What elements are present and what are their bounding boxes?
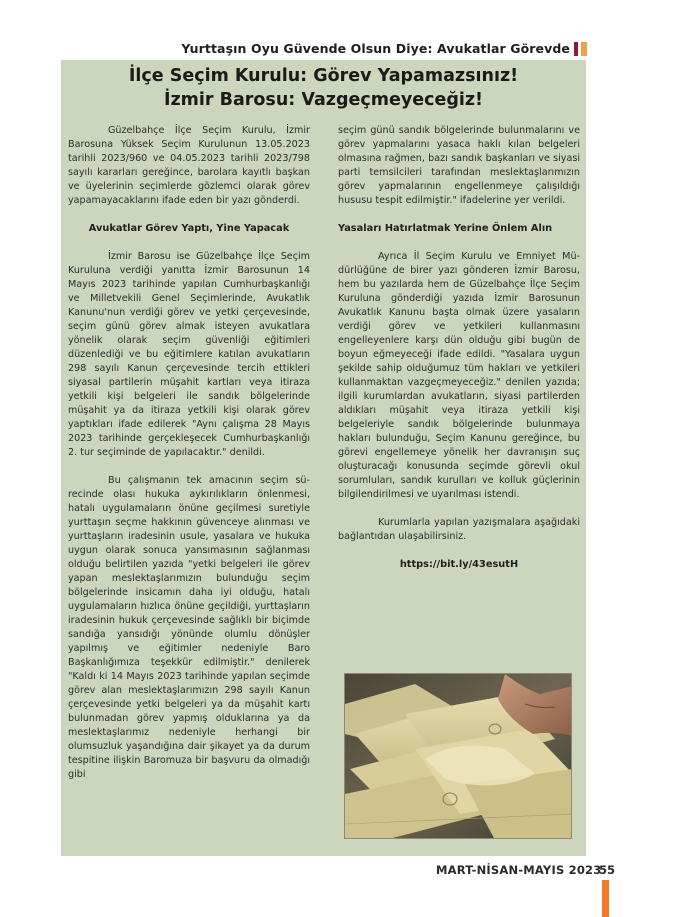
- article-title: [61, 64, 586, 112]
- paragraph: Ayrıca İl Seçim Kurulu ve Emniyet Müdürlüğüne de birer yazı gönderen İzmir Barosu, hem bu yazılarda hem de Güzelbahçe İlçe Seçim Kuruluna gönderdiği yazıda İzmir Barosunun Avukatlık Kanunu başta olmak üzere yasaların verdiği görev ve yetkileri kullanmasını engelleyenlere karşı dün olduğu gibi bugün de boyun eğmeyeceği ifade edildi. "Yasalara uygun şekilde sahip olduğumuz tüm hakları ve yetkileri kullanmaktan vazgeçmeyeceğiz." denilen yazıda; ilgili kurumlardan avukatların, siyasi partilerden aldıkları müşahit veya itiraza yetkili kişi belgeleriyle sandık bölgelerinde bulunmaya hakları bulunduğu, Seçim Kanunu gereğince, bu görevi engellemeye yönelik her davranışın suç oluşturacağı konusunda seçimde görevli okul sorumluları, sandık kurulları ve kolluk güçlerinin bilgilendirilmesi ve uyarılması istendi.: [338, 251, 580, 500]
- page-accent-bar: [602, 880, 609, 917]
- paragraph: Kurumlarla yapılan yazışmalara aşağıdaki bağlantıdan ulaşabilirsiniz.: [338, 517, 580, 542]
- header-accent-bar-orange: [581, 42, 587, 56]
- paragraph: Bu çalışmanın tek amacının seçim sürecinde olası hukuka aykırılıkların önlenmesi, hatalı uygulamaların önüne geçilmesi suretiyle yurttaşın seçme hakkının güvenceye alınması ve yurttaşların iradesinin usule, yasalara ve hukuka uygun olarak sonuca yansımasının sağlanması olduğu belirtilen yazıda "yetki belgeleri ile görev yapan meslektaşlarımızın bulunduğu seçim bölgelerinde insicamın daha iyi olduğu, hatalı uygulamaların hızlıca önüne geçildiği, yurttaşların iradesinin hukuk çerçevesinde sağlıklı bir biçimde sandığa yansıdığı yönünde olumlu dönüşler yapılmış ve eğitimler nedeniyle Baro Başkanlığımıza teşekkür edilmiştir." denilerek "Kaldı ki 14 Mayıs 2023 tarihinde yapılan seçimde görev alan meslektaşlarımızın 298 sayılı Kanun çerçevesinde yetki belgeleri ya da müşahit kartı bulunmadan görev yapmış olduklarına ya da meslektaşlarımız nedeniyle herhangi bir olumsuzluk yaşandığına dair şikayet ya da durum tespitine ilişkin Baromuza bir başvuru da olmadığı gibi: [68, 475, 310, 780]
- header-accent-bar-red: [574, 42, 578, 56]
- page-number: 55: [599, 863, 616, 877]
- running-header: Yurttaşın Oyu Güvende Olsun Diye: Avukatlar Görevde: [181, 41, 570, 56]
- paragraph: seçim günü sandık bölgelerinde bulunmalarını ve görev yapmalarını yasaca haklı kılan belgeleri olmasına rağmen, bazı sandık başkanları ve siyasi parti temsilcileri tarafından meslektaşlarımızın görev yapmalarının engellenmeye çalışıldığı hususu tespit edilmiştir." ifadelerine yer verildi.: [338, 125, 580, 206]
- paragraph: İzmir Barosu ise Güzelbahçe İlçe Seçim Kuruluna verdiği yanıtta İzmir Barosunun 14 Mayıs 2023 tarihinde yapılan Cumhurbaşkanlığı ve Milletvekili Genel Seçimlerinde, Avukatlık Kanunu'nun verdiği görev ve yetki çerçevesinde, seçim günü görev almak isteyen avukatlara yönelik olarak seçim güvenliği eğitimleri düzenlediği ve bu eğitimlere katılan avukatların 298 sayılı Kanun çerçevesinde tercih ettikleri siyasal partilerin müşahit kartları veya itiraza yetkili kişi belgeleri ile sandık bölgelerinde müşahit ya da itiraza yetkili kişi olarak görev yaptıkları ifade edilerek "Aynı çalışma 28 Mayıs 2023 tarihinde gerçekleşecek Cumhurbaşkanlığı 2. tur seçiminde de yapılacaktır." denildi.: [68, 251, 310, 458]
- subheading: Avukatlar Görev Yaptı, Yine Yapacak: [88, 223, 290, 234]
- ballot-envelopes-photo: [344, 673, 572, 839]
- title-line-1: İlçe Seçim Kurulu: Görev Yapamazsınız!: [128, 66, 519, 86]
- right-column: [338, 124, 580, 586]
- reference-link[interactable]: https://bit.ly/43esutH: [399, 559, 519, 570]
- title-line-2: İzmir Barosu: Vazgeçmeyeceğiz!: [163, 90, 484, 110]
- paragraph: Güzelbahçe İlçe Seçim Kurulu, İzmir Barosuna Yüksek Seçim Kurulunun 13.05.2023 tarihli 2023/960 ve 04.05.2023 tarihli 2023/798 sayılı kararları gereğince, barolara kayıtlı başkan ve üyelerinin seçimlerde gözlemci olarak görev yapamayacaklarını ifade eden bir yazı gönderdi.: [68, 125, 310, 206]
- issue-label: MART-NİSAN-MAYIS 2023: [436, 863, 602, 877]
- left-column: [68, 124, 310, 796]
- subheading: Yasaları Hatırlatmak Yerine Önlem Alın: [338, 223, 553, 234]
